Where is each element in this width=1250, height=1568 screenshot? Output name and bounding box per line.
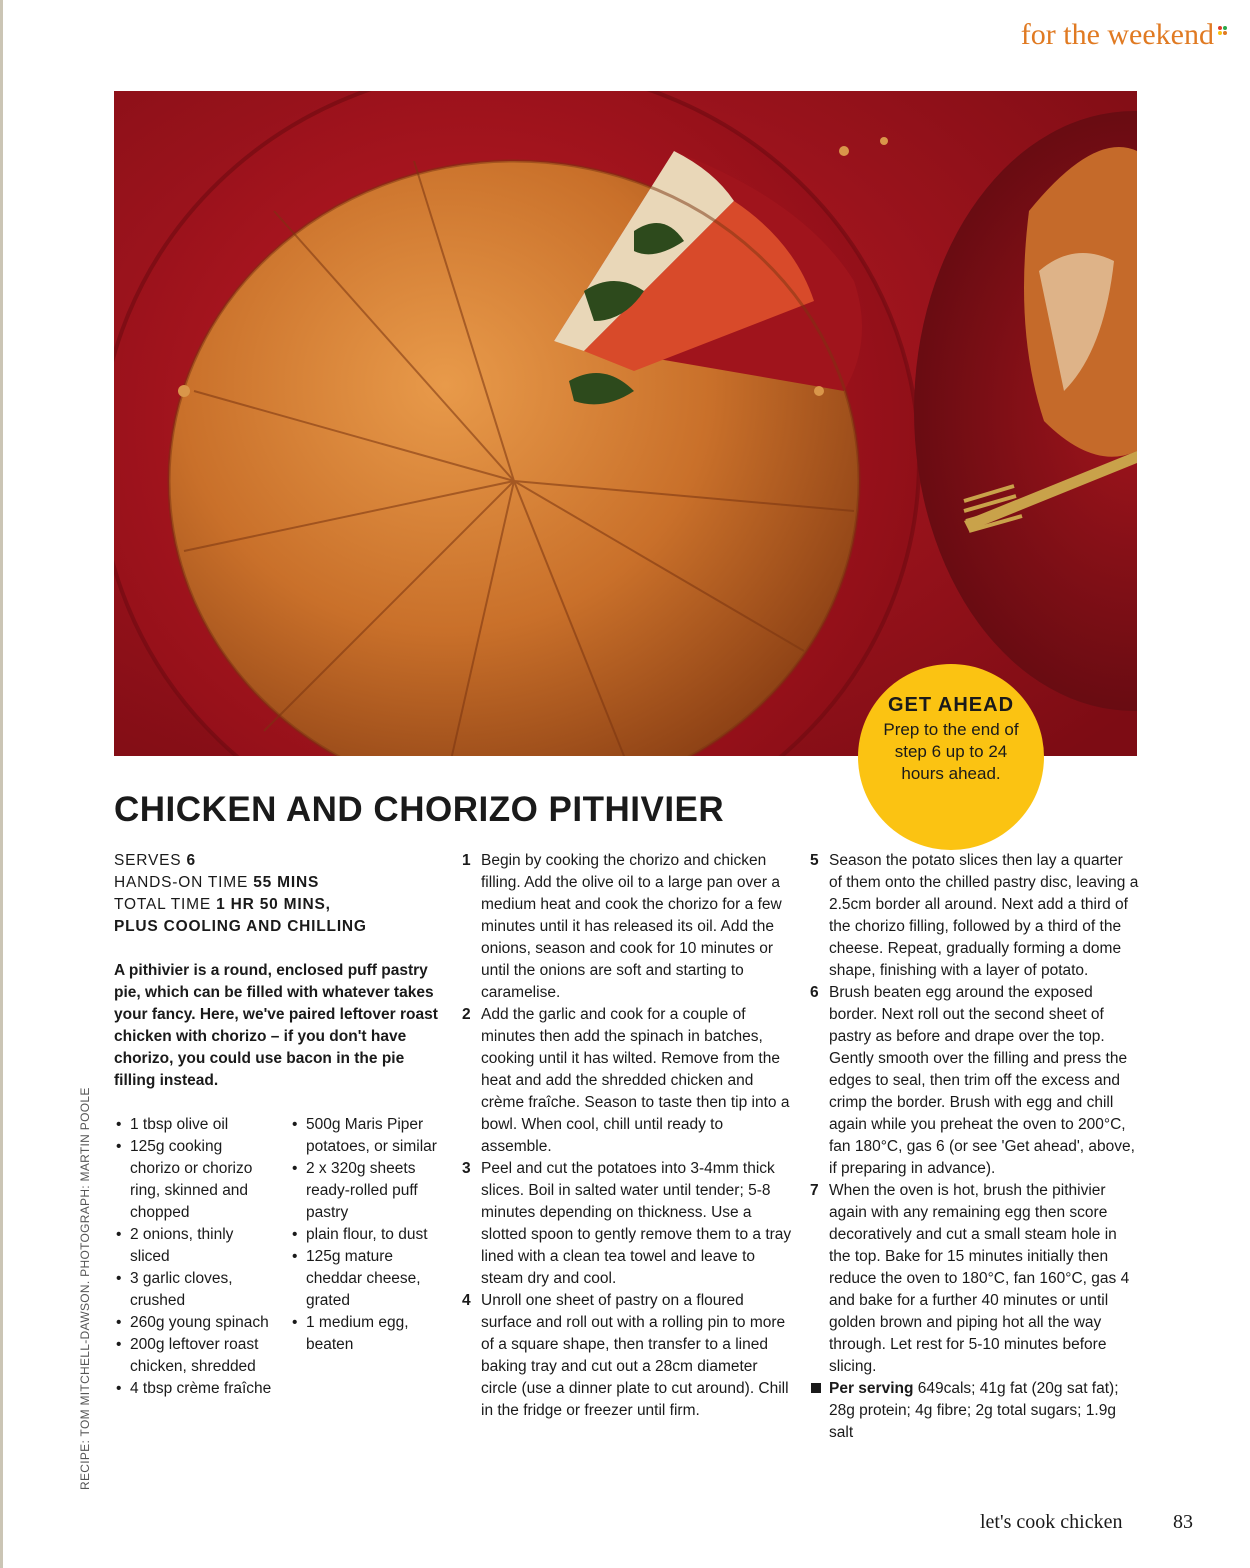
square-bullet-icon: [811, 1383, 821, 1393]
step-number: 6: [810, 984, 819, 1001]
ingredient-item: • 2 x 320g sheets ready-rolled puff pastry: [290, 1158, 450, 1224]
serves-label: SERVES: [114, 852, 182, 869]
pie-photo: [114, 91, 1137, 756]
step-number: 7: [810, 1182, 819, 1199]
step-number: 5: [810, 852, 819, 869]
logo-dots-icon: [1218, 26, 1226, 34]
total-value: 1 HR 50 MINS,: [216, 896, 331, 913]
method-column-2: [462, 850, 792, 1422]
ingredients-column-a: [114, 1114, 274, 1400]
step-text: Season the potato slices then lay a quarter of them onto the chilled pastry disc, leaving a 2.5cm border all around. Next add a third of the chorizo filling, followed by a third of the cheese. Repeat, gradually forming a dome shape, finishing with a layer of potato.: [829, 852, 1139, 979]
per-serving: [810, 1378, 1140, 1444]
ingredient-item: • 260g young spinach: [114, 1312, 274, 1334]
step-text: Add the garlic and cook for a couple of minutes then add the spinach in batches, cooking until it has wilted. Remove from the heat and add the shredded chicken and crème fraîche. Season to taste then tip into a bowl. When cool, chill until ready to assemble.: [481, 1006, 790, 1155]
method-step: [462, 1004, 792, 1158]
ingredient-item: • 2 onions, thinly sliced: [114, 1224, 274, 1268]
ingredient-item: • 500g Maris Piper potatoes, or similar: [290, 1114, 450, 1158]
method-step: [810, 982, 1140, 1180]
ingredient-item: • 125g cooking chorizo or chorizo ring, skinned and chopped: [114, 1136, 274, 1224]
handson-label: HANDS-ON TIME: [114, 874, 249, 891]
section-tag-text: for the weekend: [1020, 18, 1214, 51]
step-number: 2: [462, 1006, 471, 1023]
recipe-title: CHICKEN AND CHORIZO PITHIVIER: [114, 790, 725, 829]
section-tag: [1021, 18, 1214, 52]
ingredient-item: • plain flour, to dust: [290, 1224, 450, 1246]
step-text: Unroll one sheet of pastry on a floured surface and roll out with a rolling pin to more of a square shape, then transfer to a lined baking tray and cut out a 28cm diameter circle (use a dinner plate to cut around). Chill in the fridge or freezer until firm.: [481, 1292, 789, 1419]
method-step: [462, 1158, 792, 1290]
photo-credit: RECIPE: TOM MITCHELL-DAWSON. PHOTOGRAPH: MARTIN POOLE: [78, 1087, 92, 1490]
page-edge: [0, 0, 3, 1568]
footer-publication: let's cook chicken: [980, 1511, 1123, 1533]
step-number: 4: [462, 1292, 471, 1309]
get-ahead-text: Prep to the end of step 6 up to 24 hours ahead.: [883, 720, 1019, 783]
ingredients-list: [114, 1114, 444, 1494]
column-1: [114, 850, 444, 1494]
per-serving-text: 649cals; 41g fat (20g sat fat); 28g protein; 4g fibre; 2g total sugars; 1.9g salt: [829, 1380, 1119, 1441]
method-column-3: [810, 850, 1140, 1444]
recipe-intro: A pithivier is a round, enclosed puff pastry pie, which can be filled with whatever takes your fancy. Here, we've paired leftover roast chicken with chorizo – if you don't have chorizo, you could use bacon in the pie filling instead.: [114, 962, 438, 1089]
step-text: Begin by cooking the chorizo and chicken filling. Add the olive oil to a large pan over a medium heat and cook the chorizo for a few minutes until it has released its oil. Add the onions, season and cook for 10 minutes or until the onions are soft and starting to caramelise.: [481, 852, 782, 1001]
per-serving-label: Per serving: [829, 1380, 914, 1397]
ingredient-item: • 1 tbsp olive oil: [114, 1114, 274, 1136]
ingredient-item: • 3 garlic cloves, crushed: [114, 1268, 274, 1312]
pie-illustration: [114, 91, 1137, 756]
step-text: When the oven is hot, brush the pithivier again with any remaining egg then score decoratively and cut a small steam hole in the top. Bake for 15 minutes initially then reduce the oven to 180°C, fan 160°C, gas 4 and bake for a further 40 minutes or until golden brown and piping hot all the way through. Let rest for 5-10 minutes before slicing.: [829, 1182, 1130, 1375]
serves-value: 6: [186, 852, 196, 869]
ingredient-item: • 1 medium egg, beaten: [290, 1312, 450, 1356]
total-label: TOTAL TIME: [114, 896, 211, 913]
ingredient-item: • 4 tbsp crème fraîche: [114, 1378, 274, 1400]
ingredient-item: • 125g mature cheddar cheese, grated: [290, 1246, 450, 1312]
method-step: [462, 850, 792, 1004]
get-ahead-badge: [858, 664, 1044, 850]
step-number: 3: [462, 1160, 471, 1177]
method-step: [810, 850, 1140, 982]
ingredients-column-b: [290, 1114, 450, 1356]
step-text: Brush beaten egg around the exposed border. Next roll out the second sheet of pastry as before and drape over the top. Gently smooth over the filling and press the edges to seal, then trim off the excess and crimp the border. Brush with egg and chill again while you preheat the oven to 200°C, fan 180°C, gas 6 (or see 'Get ahead', above, if preparing in advance).: [829, 984, 1135, 1177]
recipe-meta: [114, 850, 444, 938]
handson-line: [114, 872, 444, 894]
step-number: 1: [462, 852, 471, 869]
ingredient-item: • 200g leftover roast chicken, shredded: [114, 1334, 274, 1378]
total-line: [114, 894, 444, 916]
total-extra: PLUS COOLING AND CHILLING: [114, 918, 367, 935]
footer-page-number: 83: [1173, 1511, 1193, 1533]
handson-value: 55 MINS: [253, 874, 320, 891]
get-ahead-title: GET AHEAD: [887, 694, 1015, 716]
method-step: [462, 1290, 792, 1422]
method-step: [810, 1180, 1140, 1378]
step-text: Peel and cut the potatoes into 3-4mm thick slices. Boil in salted water until tender; 5-8 minutes depending on thickness. Use a slotted spoon to gently remove them to a tray lined with a clean tea towel and leave to steam dry and cool.: [481, 1160, 792, 1287]
serves-line: [114, 850, 444, 872]
method-steps-5-7: [810, 850, 1140, 1378]
